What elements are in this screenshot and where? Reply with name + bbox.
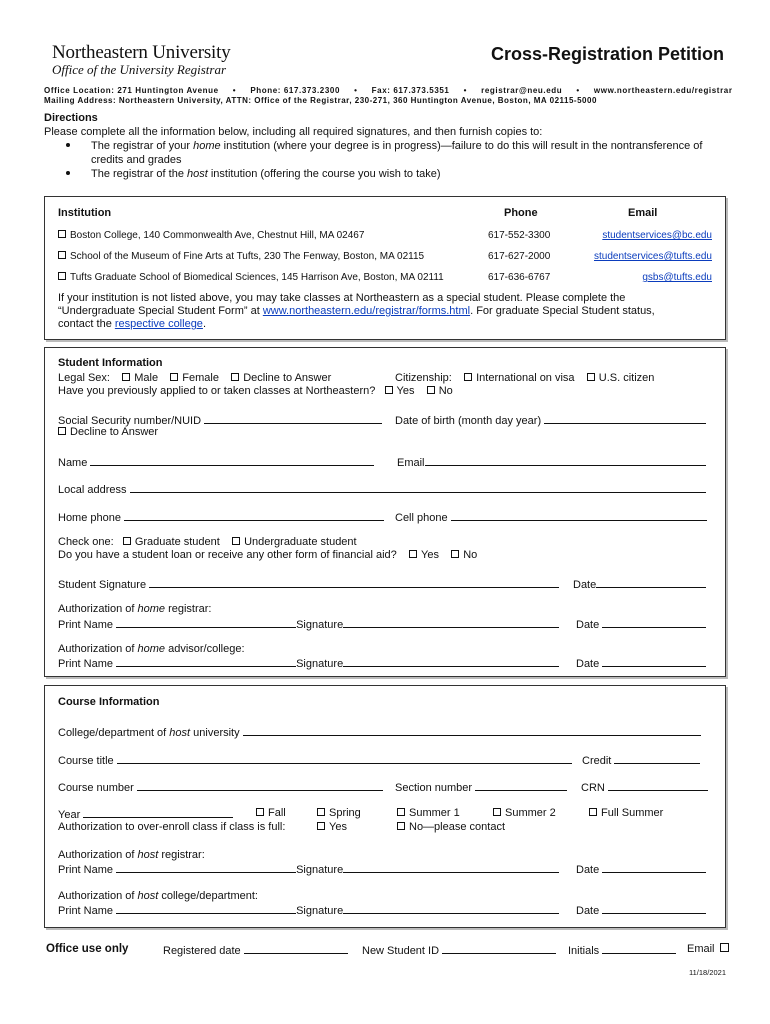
institution-phone: 617-552-3300 [488, 230, 551, 241]
international-checkbox[interactable] [464, 373, 472, 381]
cell-phone-label: Cell phone [395, 512, 448, 524]
print-name-label: Print Name [58, 619, 114, 631]
signature-label: Signature [296, 864, 344, 876]
text: Authorization of [58, 603, 138, 615]
text: contact the [58, 318, 115, 330]
text: registrar: [158, 849, 205, 861]
prev-no-checkbox[interactable] [427, 386, 435, 394]
dob-input-line[interactable] [544, 413, 706, 424]
auth-host-college-label [58, 890, 258, 902]
text: The registrar of your [91, 140, 194, 152]
text-emphasis: host [187, 168, 208, 180]
loan-yes-checkbox[interactable] [409, 550, 417, 558]
legal-sex-label: Legal Sex: [58, 372, 110, 384]
print-name-label: Print Name [58, 864, 114, 876]
initials-field[interactable] [568, 943, 676, 957]
option-label: No [438, 385, 453, 397]
student-info-heading: Student Information [58, 357, 163, 369]
institution-name: School of the Museum of Fine Arts at Tufts, 230 The Fenway, Boston, MA 02115 [70, 251, 425, 262]
option-label: Graduate student [134, 536, 220, 548]
option-label: Spring [329, 807, 361, 819]
new-student-id-input-line[interactable] [442, 943, 556, 954]
ssn-input-line[interactable] [204, 413, 382, 424]
office-website[interactable]: www.northeastern.edu/registrar [593, 86, 733, 95]
signature-label: Signature [296, 619, 344, 631]
text-emphasis: home [193, 140, 221, 152]
print-name-line[interactable] [116, 903, 296, 914]
option-label: Undergraduate student [244, 536, 357, 548]
overenroll-yes-checkbox[interactable] [317, 822, 325, 830]
special-student-note-1: If your institution is not listed above, you may take classes at Northeastern as a special student. Please complete the [58, 292, 626, 304]
signature-line[interactable] [343, 617, 559, 628]
male-checkbox[interactable] [122, 373, 130, 381]
date-label: Date [576, 658, 600, 670]
directions-heading: Directions [44, 112, 98, 124]
crn-label: CRN [581, 782, 605, 794]
full-summer-option[interactable] [589, 807, 663, 819]
local-address-field[interactable] [58, 482, 706, 496]
loan-question [58, 549, 477, 561]
option-label: Male [134, 372, 159, 384]
separator: • [463, 86, 467, 95]
name-label: Name [58, 457, 88, 469]
signature-line[interactable] [343, 862, 559, 873]
separator: • [354, 86, 358, 95]
text-emphasis: host [169, 727, 191, 739]
overenroll-no-option[interactable] [397, 821, 505, 833]
date-input-line[interactable] [602, 903, 706, 914]
institution-email-link[interactable]: gsbs@tufts.edu [642, 272, 712, 283]
option-label: Summer 1 [409, 807, 460, 819]
student-signature-line[interactable] [149, 577, 559, 588]
year-field[interactable] [58, 807, 233, 821]
overenroll-no-checkbox[interactable] [397, 822, 405, 830]
institution-name: Tufts Graduate School of Biomedical Sciences, 145 Harrison Ave, Boston, MA 02111 [70, 272, 444, 283]
undergraduate-checkbox[interactable] [232, 537, 240, 545]
registered-date-input-line[interactable] [244, 943, 348, 954]
date-input-line[interactable] [602, 617, 706, 628]
directions-bullet-1-cont: credits and grades [91, 154, 182, 166]
crn-field[interactable] [581, 780, 708, 794]
host-registrar-date[interactable] [576, 862, 706, 876]
bullet-marker [66, 168, 70, 180]
option-label: Yes [421, 549, 439, 561]
year-label: Year [58, 809, 81, 821]
email-input-line[interactable] [425, 455, 706, 466]
full-summer-checkbox[interactable] [589, 808, 597, 816]
date-label: Date [576, 864, 600, 876]
initials-input-line[interactable] [602, 943, 676, 954]
fall-checkbox[interactable] [256, 808, 264, 816]
revision-date: 11/18/2021 [689, 968, 726, 977]
option-label: Yes [329, 821, 347, 833]
institution-option[interactable] [58, 272, 444, 283]
text: institution (offering the course you wish to take) [207, 168, 441, 180]
host-college-input-line[interactable] [243, 725, 701, 736]
text: university [190, 727, 240, 739]
text: Authorization of [58, 643, 138, 655]
registered-date-label: Registered date [163, 945, 241, 957]
home-phone-label: Home phone [58, 512, 121, 524]
date-input-line[interactable] [602, 862, 706, 873]
auth-home-registrar-label [58, 603, 212, 615]
option-label: Full Summer [601, 807, 664, 819]
loan-no-checkbox[interactable] [451, 550, 459, 558]
home-registrar-print-name[interactable] [58, 617, 559, 631]
student-signature-label: Student Signature [58, 579, 147, 591]
special-student-note-2 [58, 305, 655, 317]
print-name-line[interactable] [116, 656, 296, 667]
office-location: Office Location: 271 Huntington Avenue [44, 86, 219, 95]
question-label: Have you previously applied to or taken classes at Northeastern? [58, 385, 376, 397]
ssn-label: Social Security number/NUID [58, 415, 202, 427]
us-citizen-checkbox[interactable] [587, 373, 595, 381]
citizenship-label: Citizenship: [395, 372, 452, 384]
name-input-line[interactable] [90, 455, 374, 466]
student-date-field[interactable] [573, 577, 706, 591]
print-name-line[interactable] [116, 862, 296, 873]
directions-bullet-1 [91, 140, 702, 152]
respective-college-link[interactable]: respective college [114, 318, 203, 330]
section-number-label: Section number [395, 782, 473, 794]
separator: • [232, 86, 237, 95]
office-email-label: Email [687, 943, 715, 955]
host-college-field[interactable] [58, 725, 701, 739]
institution-phone: 617-636-6767 [488, 272, 551, 283]
email-label: Email [397, 457, 425, 469]
signature-label: Signature [296, 905, 344, 917]
date-label: Date [576, 905, 600, 917]
forms-link[interactable]: www.northeastern.edu/registrar/forms.html [262, 305, 471, 317]
local-address-input-line[interactable] [130, 482, 706, 493]
course-info-heading: Course Information [58, 696, 160, 708]
institution-email-link[interactable]: studentservices@tufts.edu [594, 251, 712, 262]
course-number-input-line[interactable] [137, 780, 383, 791]
signature-line[interactable] [343, 903, 559, 914]
course-title-input-line[interactable] [117, 753, 572, 764]
option-label: Yes [396, 385, 415, 397]
new-student-id-label: New Student ID [362, 945, 440, 957]
email-field[interactable] [397, 455, 706, 469]
text-emphasis: home [137, 643, 166, 655]
option-label: Summer 2 [505, 807, 556, 819]
page-title: Cross-Registration Petition [490, 44, 724, 64]
decline-sex-checkbox[interactable] [231, 373, 239, 381]
course-number-label: Course number [58, 782, 134, 794]
home-phone-input-line[interactable] [124, 510, 384, 521]
institution-name: Boston College, 140 Commonwealth Ave, Chestnut Hill, MA 02467 [70, 230, 365, 241]
office-email[interactable]: registrar@neu.edu [481, 86, 563, 95]
summer1-checkbox[interactable] [397, 808, 405, 816]
citizenship-row [395, 372, 654, 384]
bullet-marker [66, 140, 70, 152]
fall-option[interactable] [256, 807, 286, 819]
auth-home-advisor-label [58, 643, 245, 655]
text-emphasis: home [137, 603, 166, 615]
checkbox[interactable] [58, 230, 66, 238]
ssn-decline-option[interactable] [58, 426, 158, 438]
institution-phone: 617-627-2000 [488, 251, 551, 262]
registrar-office-name: Office of the University Registrar [52, 62, 227, 77]
text: Authorization of [58, 890, 138, 902]
institution-email-link[interactable]: studentservices@bc.edu [602, 230, 712, 241]
credit-label: Credit [582, 755, 612, 767]
home-phone-field[interactable] [58, 510, 384, 524]
date-label: Date [576, 619, 600, 631]
option-label: Female [182, 372, 219, 384]
signature-line[interactable] [343, 656, 559, 667]
text: The registrar of the [91, 168, 187, 180]
registered-date-field[interactable] [163, 943, 348, 957]
credit-input-line[interactable] [614, 753, 700, 764]
print-name-line[interactable] [116, 617, 296, 628]
course-title-label: Course title [58, 755, 114, 767]
overenroll-label: Authorization to over-enroll class if class is full: [58, 821, 286, 833]
spring-option[interactable] [317, 807, 361, 819]
text: institution (where your degree is in progress)—failure to do this will result in the nontransference of [220, 140, 703, 152]
contact-line [44, 86, 733, 95]
course-title-field[interactable] [58, 753, 572, 767]
year-input-line[interactable] [83, 807, 233, 818]
option-label: Fall [268, 807, 286, 819]
text: “Undergraduate Special Student Form” at [58, 305, 263, 317]
ssn-decline-checkbox[interactable] [58, 427, 66, 435]
option-label: Decline to Answer [243, 372, 332, 384]
option-label: No—please contact [409, 821, 505, 833]
date-label: Date [573, 579, 597, 591]
col-institution: Institution [58, 207, 112, 219]
auth-host-registrar-label [58, 849, 205, 861]
office-phone: Phone: 617.373.2300 [250, 86, 340, 95]
text: advisor/college: [165, 643, 245, 655]
col-email: Email [628, 207, 658, 219]
summer2-checkbox[interactable] [493, 808, 501, 816]
female-checkbox[interactable] [170, 373, 178, 381]
signature-label: Signature [296, 658, 344, 670]
directions-intro: Please complete all the information below, including all required signatures, and then furnish copies to: [44, 126, 543, 138]
special-student-note-3 [58, 318, 206, 330]
overenroll-yes-option[interactable] [317, 821, 347, 833]
text: . [202, 318, 206, 330]
prev-yes-checkbox[interactable] [385, 386, 393, 394]
graduate-checkbox[interactable] [123, 537, 131, 545]
office-email-option[interactable] [687, 943, 733, 955]
section-number-field[interactable] [395, 780, 567, 794]
host-college-print-name[interactable] [58, 903, 559, 917]
option-label: Decline to Answer [70, 426, 159, 438]
home-advisor-date[interactable] [576, 656, 706, 670]
section-number-input-line[interactable] [475, 780, 567, 791]
text: registrar: [165, 603, 212, 615]
option-label: No [463, 549, 478, 561]
spring-checkbox[interactable] [317, 808, 325, 816]
dob-field[interactable] [395, 413, 706, 427]
dob-label: Date of birth (month day year) [395, 415, 542, 427]
host-college-date[interactable] [576, 903, 706, 917]
ssn-field[interactable] [58, 413, 382, 427]
text-emphasis: host [137, 849, 159, 861]
text: college/department: [158, 890, 258, 902]
host-registrar-print-name[interactable] [58, 862, 559, 876]
initials-label: Initials [568, 945, 600, 957]
separator: • [576, 86, 580, 95]
option-label: U.S. citizen [598, 372, 655, 384]
question-label: Do you have a student loan or receive any other form of financial aid? [58, 549, 397, 561]
home-registrar-date[interactable] [576, 617, 706, 631]
summer2-option[interactable] [493, 807, 556, 819]
text: Authorization of [58, 849, 138, 861]
checkbox[interactable] [58, 272, 66, 280]
student-signature-field[interactable] [58, 577, 559, 591]
student-level-row [58, 536, 357, 548]
cell-phone-input-line[interactable] [451, 510, 707, 521]
new-student-id-field[interactable] [362, 943, 556, 957]
check-one-label: Check one: [58, 536, 114, 548]
text: College/department of [58, 727, 170, 739]
institution-option[interactable] [58, 230, 364, 241]
institution-option[interactable] [58, 251, 424, 262]
date-input-line[interactable] [602, 656, 706, 667]
name-field[interactable] [58, 455, 374, 469]
print-name-label: Print Name [58, 905, 114, 917]
local-address-label: Local address [58, 484, 127, 496]
col-phone: Phone [504, 207, 538, 219]
mailing-address: Mailing Address: Northeastern University, ATTN: Office of the Registrar, 230-271, 360 Huntington Avenue, Boston, MA 02115-5000 [44, 96, 597, 105]
text-emphasis: host [137, 890, 159, 902]
office-email-checkbox[interactable] [720, 943, 729, 952]
date-input-line[interactable] [596, 577, 706, 588]
summer1-option[interactable] [397, 807, 460, 819]
option-label: International on visa [476, 372, 575, 384]
credit-field[interactable] [582, 753, 700, 767]
directions-bullet-2 [91, 168, 441, 180]
crn-input-line[interactable] [608, 780, 708, 791]
cell-phone-field[interactable] [395, 510, 707, 524]
print-name-label: Print Name [58, 658, 114, 670]
home-advisor-print-name[interactable] [58, 656, 559, 670]
course-number-field[interactable] [58, 780, 383, 794]
previous-question [58, 385, 453, 397]
legal-sex-row [58, 372, 331, 384]
university-logo-name: Northeastern University [52, 42, 231, 63]
text: . For graduate Special Student status, [470, 305, 655, 317]
office-use-label: Office use only [46, 943, 129, 955]
checkbox[interactable] [58, 251, 66, 259]
office-fax: Fax: 617.373.5351 [371, 86, 450, 95]
